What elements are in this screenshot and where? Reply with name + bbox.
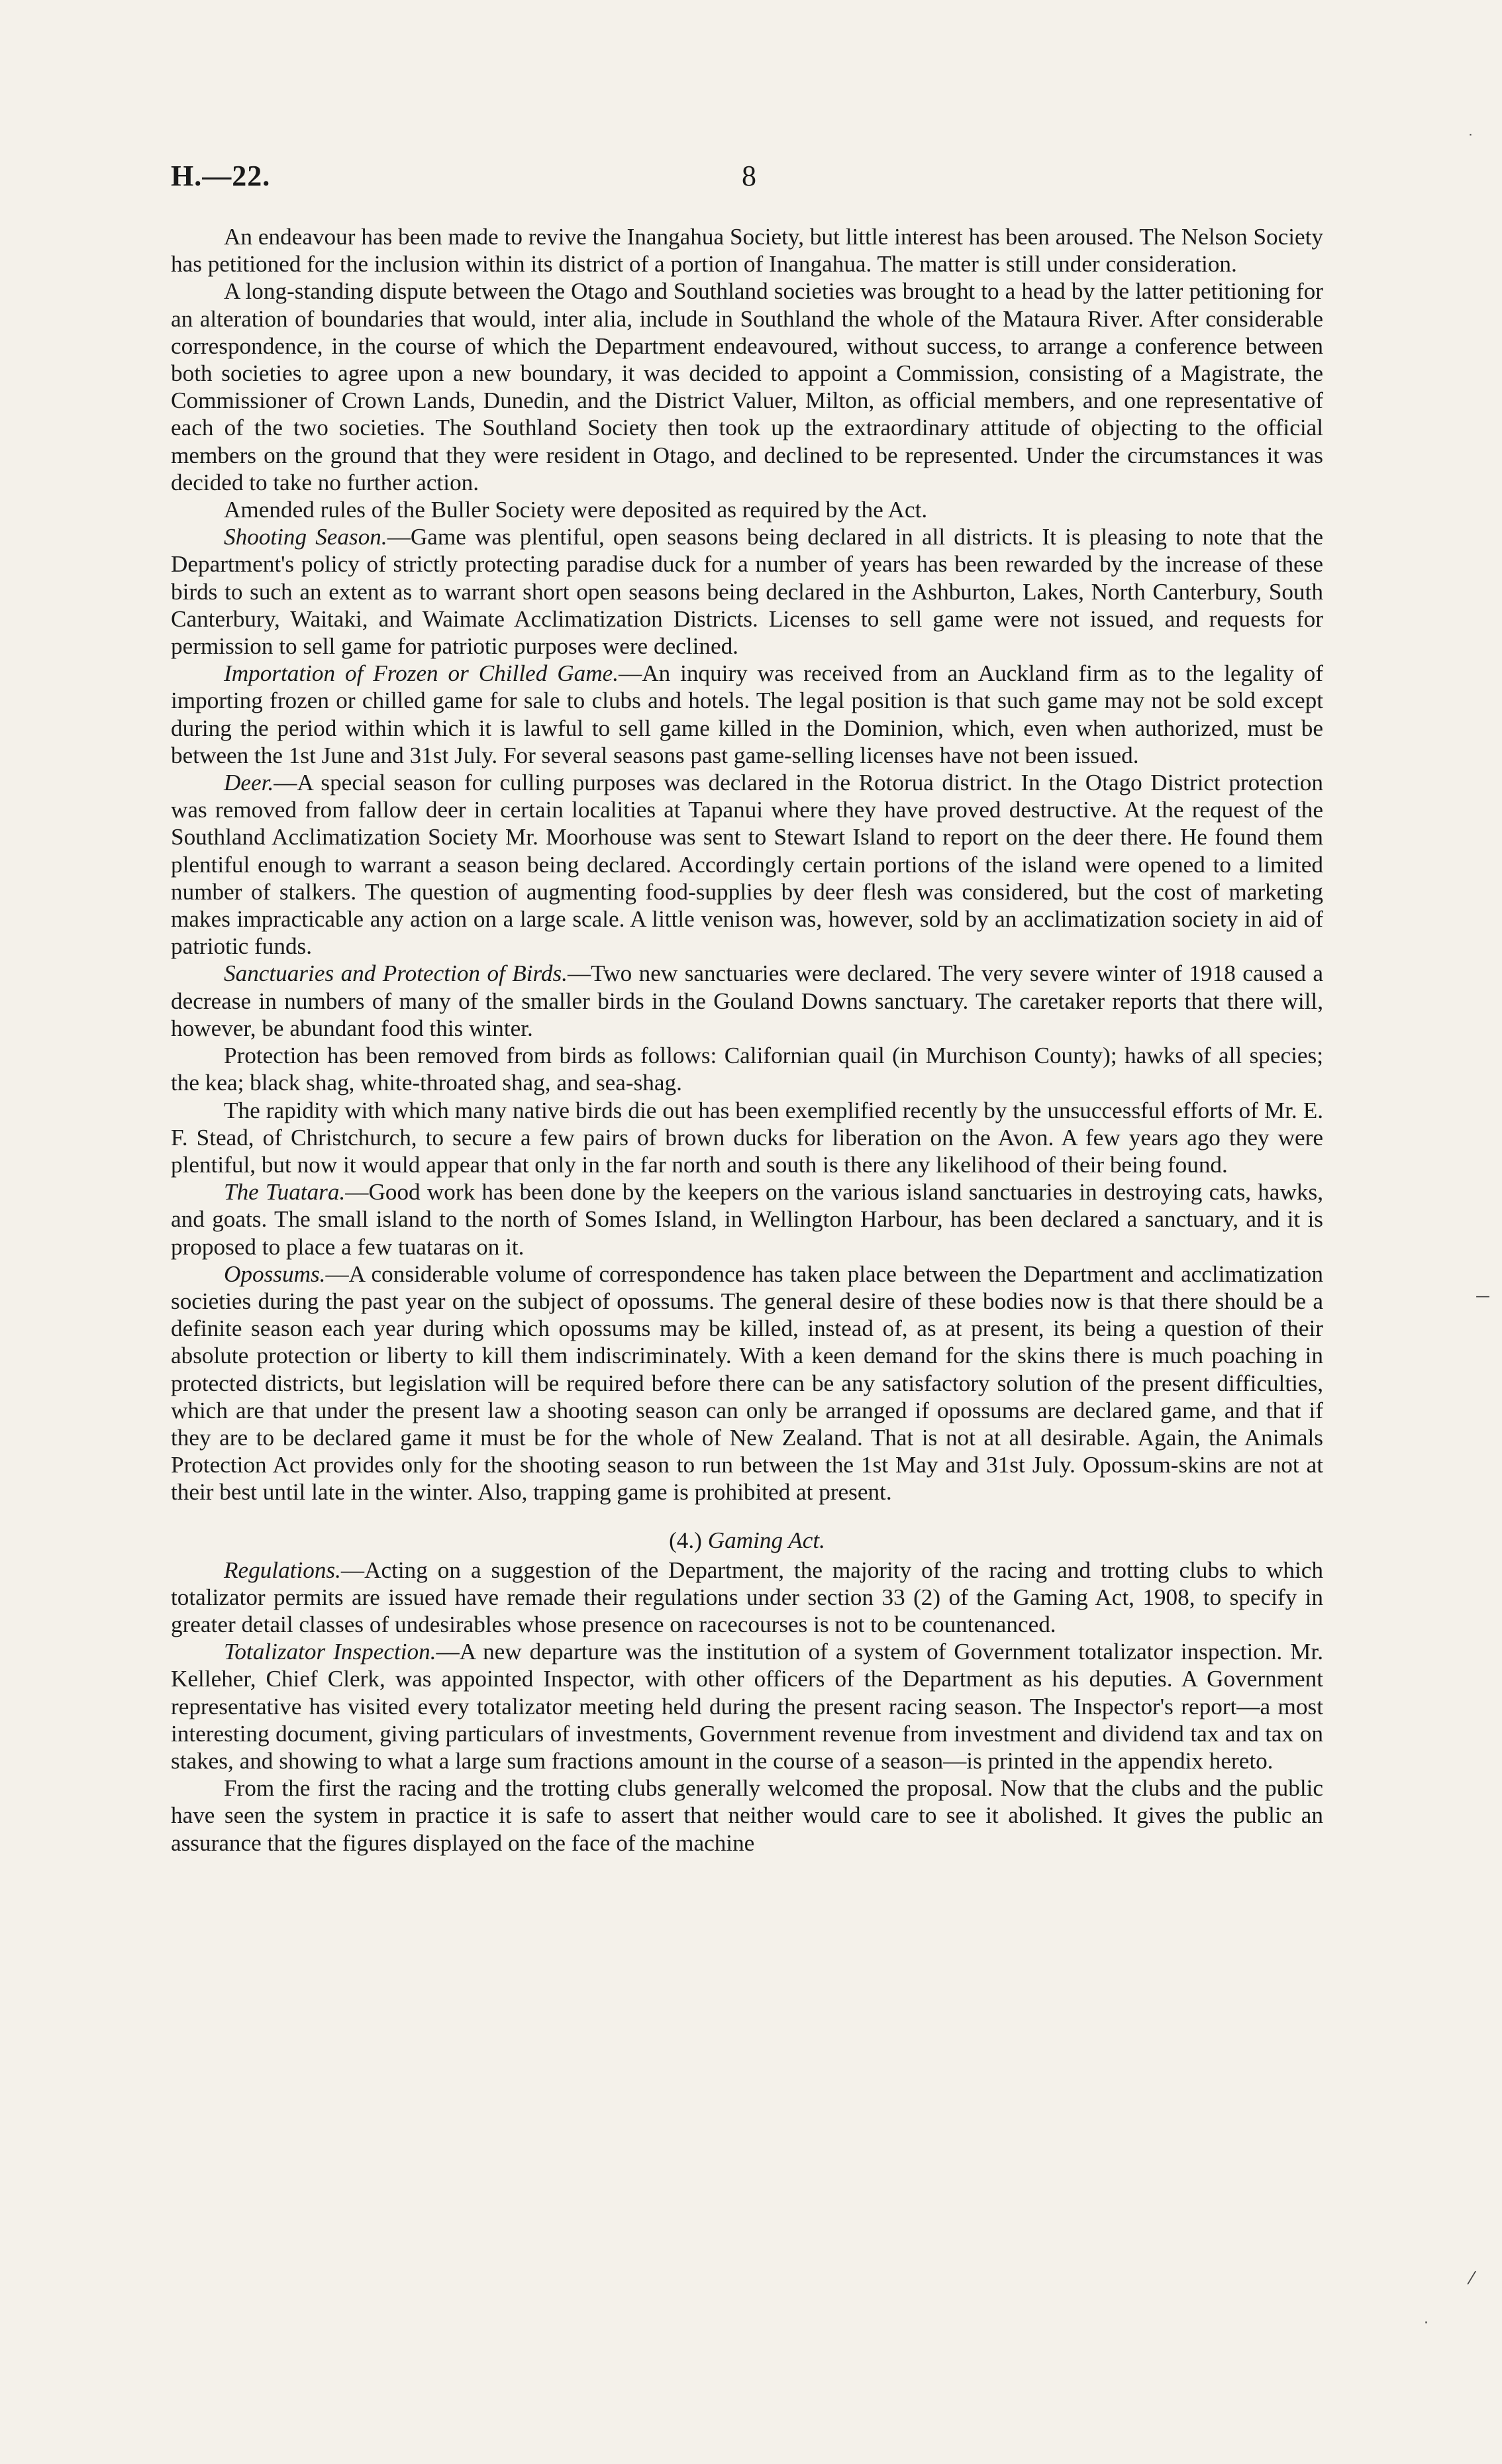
paragraph: A long-standing dispute between the Otago and Southland societies was brought to a head by the latter petitioning for an alteration of boundaries that would, inter alia, include in Southland the whole of the Mataura River. After considerable correspondence, in the course of which the Department endeavoured, without success, to arrange a conference between both societies to agree upon a new boundary, it was decided to appoint a Commission, consisting of a Magistrate, the Commissioner of Crown Lands, Dunedin, and the District Valuer, Milton, as official members, and one representative of each of the two societies. The Southland Society then took up the extraordinary attitude of objecting to the official members on the ground that they were resident in Otago, and declined to be represented. Under the circumstances it was decided to take no further action. <box>171 278 1323 495</box>
page-number: 8 <box>742 160 756 192</box>
margin-mark: — <box>1476 1288 1490 1305</box>
section-title: Gaming Act. <box>707 1527 825 1553</box>
paragraph: The rapidity with which many native birds die out has been exemplified recently by the unsuccessful efforts of Mr. E. F. Stead, of Christchurch, to secure a few pairs of brown ducks for liberation on the Avon. A few years ago they were plentiful, but now it would appear that only in the far north and south is there any likelihood of their being found. <box>171 1097 1323 1178</box>
margin-mark: · <box>1424 2315 1428 2332</box>
paragraph: Deer.—A special season for culling purposes was declared in the Rotorua district. In the Otago District protection was removed from fallow deer in certain localities at Tapanui where they have proved destructive. At the request of the Southland Acclimatization Society Mr. Moorhouse was sent to Stewart Island to report on the deer there. He found them plentiful enough to warrant a season being declared. Accordingly certain portions of the island were opened to a limited number of stalkers. The question of augmenting food-supplies by deer flesh was considered, but the cost of marketing makes impracticable any action on a large scale. A little venison was, however, sold by an acclimatization society in aid of patriotic funds. <box>171 770 1323 960</box>
body-text <box>171 223 1323 1857</box>
section-number: (4.) <box>669 1527 702 1553</box>
paragraph: An endeavour has been made to revive the Inangahua Society, but little interest has been aroused. The Nelson Society has petitioned for the inclusion within its district of a portion of Inangahua. The matter is still under consideration. <box>171 224 1323 278</box>
paragraph: Opossums.—A considerable volume of correspondence has taken place between the Department and acclimatization societies during the past year on the subject of opossums. The general desire of these bodies now is that there should be a definite season each year during which opossums may be killed, instead of, as at present, its being a question of their absolute protection or liberty to kill them indiscriminately. With a keen demand for the skins there is much poaching in protected districts, but legislation will be required before there can be any satisfactory solution of the present difficulties, which are that under the present law a shooting season can only be arranged if opossums are declared game, and that if they are to be declared game it must be for the whole of New Zealand. That is not at all desirable. Again, the Animals Protection Act provides only for the shooting season to run between the 1st May and 31st July. Opossum-skins are not at their best until late in the winter. Also, trapping game is prohibited at present. <box>171 1260 1323 1506</box>
margin-mark: ⁄ <box>1470 2269 1474 2288</box>
document-reference: H.—22. <box>171 160 271 192</box>
paragraph: Protection has been removed from birds as follows: Californian quail (in Murchison County); hawks of all species; the kea; black shag, white-throated shag, and sea-shag. <box>171 1043 1323 1096</box>
paragraph: Importation of Frozen or Chilled Game.—An inquiry was received from an Auckland firm as to the legality of importing frozen or chilled game for sale to clubs and hotels. The legal position is that such game may not be sold except during the period within which it is lawful to sell game killed in the Dominion, which, even when authorized, must be between the 1st June and 31st July. For several seasons past game-selling licenses have not been issued. <box>171 660 1323 768</box>
paragraph: From the first the racing and the trotting clubs generally welcomed the proposal. Now that the clubs and the public have seen the system in practice it is safe to assert that neither would care to see it abolished. It gives the public an assurance that the figures displayed on the face of the machine <box>171 1775 1323 1856</box>
paragraph: Sanctuaries and Protection of Birds.—Two new sanctuaries were declared. The very severe winter of 1918 caused a decrease in numbers of many of the smaller birds in the Gouland Downs sanctuary. The caretaker reports that there will, however, be abundant food this winter. <box>171 960 1323 1041</box>
paragraph: Totalizator Inspection.—A new departure was the institution of a system of Government totalizator inspection. Mr. Kelleher, Chief Clerk, was appointed Inspector, with other officers of the Department as his deputies. A Government representative has visited every totalizator meeting held during the present racing season. The Inspector's report—a most interesting document, giving particulars of investments, Government revenue from investment and dividend tax and tax on stakes, and showing to what a large sum fractions amount in the course of a season—is printed in the appendix hereto. <box>171 1639 1323 1774</box>
paragraph: Shooting Season.—Game was plentiful, open seasons being declared in all districts. It is pleasing to note that the Department's policy of strictly protecting paradise duck for a number of years has been rewarded by the increase of these birds to such an extent as to warrant short open seasons being declared in the Ashburton, Lakes, North Canterbury, South Canterbury, Waitaki, and Waimate Acclimatization Districts. Licenses to sell game were not issued, and requests for permission to sell game for patriotic purposes were declined. <box>171 524 1323 660</box>
margin-mark: ˙ <box>1467 132 1474 149</box>
paragraph: The Tuatara.—Good work has been done by the keepers on the various island sanctuaries in destroying cats, hawks, and goats. The small island to the north of Somes Island, in Wellington Harbour, has been declared a sanctuary, and it is proposed to place a few tuataras on it. <box>171 1179 1323 1260</box>
page-header <box>171 159 1336 199</box>
paragraph: Regulations.—Acting on a suggestion of the Department, the majority of the racing and trotting clubs to which totalizator permits are issued have remade their regulations under section 33 (2) of the Gaming Act, 1908, to specify in greater detail classes of undesirables whose presence on racecourses is not to be countenanced. <box>171 1557 1323 1637</box>
paragraph: Amended rules of the Buller Society were deposited as required by the Act. <box>224 497 928 523</box>
section-heading <box>171 1526 1323 1555</box>
